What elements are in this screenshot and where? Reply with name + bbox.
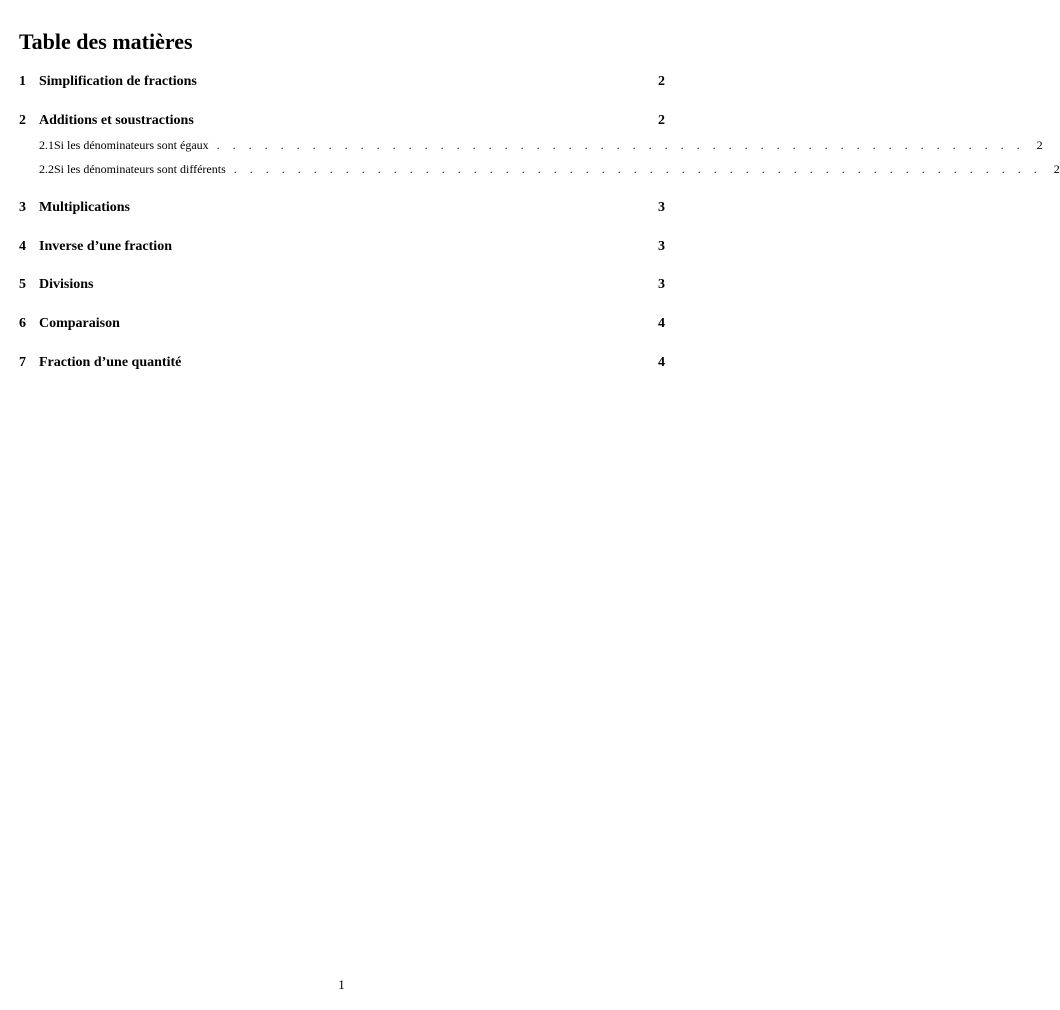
- toc-entry-label: Additions et soustractions: [39, 113, 194, 128]
- toc-entry-page: 3: [658, 239, 665, 254]
- toc-entry-page: 3: [658, 200, 665, 215]
- toc-entry-number: 1: [19, 74, 26, 89]
- toc-title: Table des matières: [19, 29, 193, 54]
- toc-entry-label: Simplification de fractions: [39, 74, 197, 89]
- toc-entry-label: Divisions: [39, 277, 94, 292]
- toc-entry-4[interactable]: [19, 239, 665, 259]
- toc-entry-label: Fraction d’une quantité: [39, 355, 182, 370]
- toc-subentry-page: 2: [1036, 138, 1043, 152]
- toc-subentry-number: 2.1: [39, 138, 54, 152]
- toc-subentry-number: 2.2: [39, 162, 54, 176]
- toc-entry-5[interactable]: [19, 277, 665, 297]
- dot-leader: . . . . . . . . . . . . . . . . . . . . . . . . . . . . . . . . . . . . . . . . . . . . . . . . . . .: [233, 162, 1042, 176]
- toc-entry-number: 2: [19, 113, 26, 128]
- toc-entry-3[interactable]: [19, 200, 665, 220]
- toc-subentry-2-2[interactable]: [39, 162, 1060, 182]
- toc-entry-page: 3: [658, 277, 665, 292]
- toc-subentry-page: 2: [1053, 162, 1060, 176]
- toc-subentry-2-1[interactable]: [39, 138, 1043, 158]
- toc-entry-label: Comparaison: [39, 316, 120, 331]
- toc-entry-number: 3: [19, 200, 26, 215]
- toc-entry-1[interactable]: [19, 74, 665, 94]
- toc-entry-page: 2: [658, 74, 665, 89]
- toc-entry-label: Inverse d’une fraction: [39, 239, 172, 254]
- page-number: 1: [338, 977, 345, 992]
- toc-subentry-label: Si les dénominateurs sont différents: [54, 162, 226, 176]
- toc-entry-page: 4: [658, 355, 665, 370]
- toc-entry-page: 2: [658, 113, 665, 128]
- toc-subentry-label: Si les dénominateurs sont égaux: [54, 138, 209, 152]
- toc-entry-7[interactable]: [19, 355, 665, 375]
- toc-entry-number: 4: [19, 239, 26, 254]
- dot-leader: . . . . . . . . . . . . . . . . . . . . . . . . . . . . . . . . . . . . . . . . . . . . . . . . . . .: [216, 138, 1025, 152]
- toc-entry-number: 5: [19, 277, 26, 292]
- toc-entry-number: 6: [19, 316, 26, 331]
- toc-entry-number: 7: [19, 355, 26, 370]
- toc-entry-page: 4: [658, 316, 665, 331]
- toc-entry-label: Multiplications: [39, 200, 131, 215]
- toc-entry-6[interactable]: [19, 316, 665, 336]
- toc-entry-2[interactable]: [19, 113, 665, 133]
